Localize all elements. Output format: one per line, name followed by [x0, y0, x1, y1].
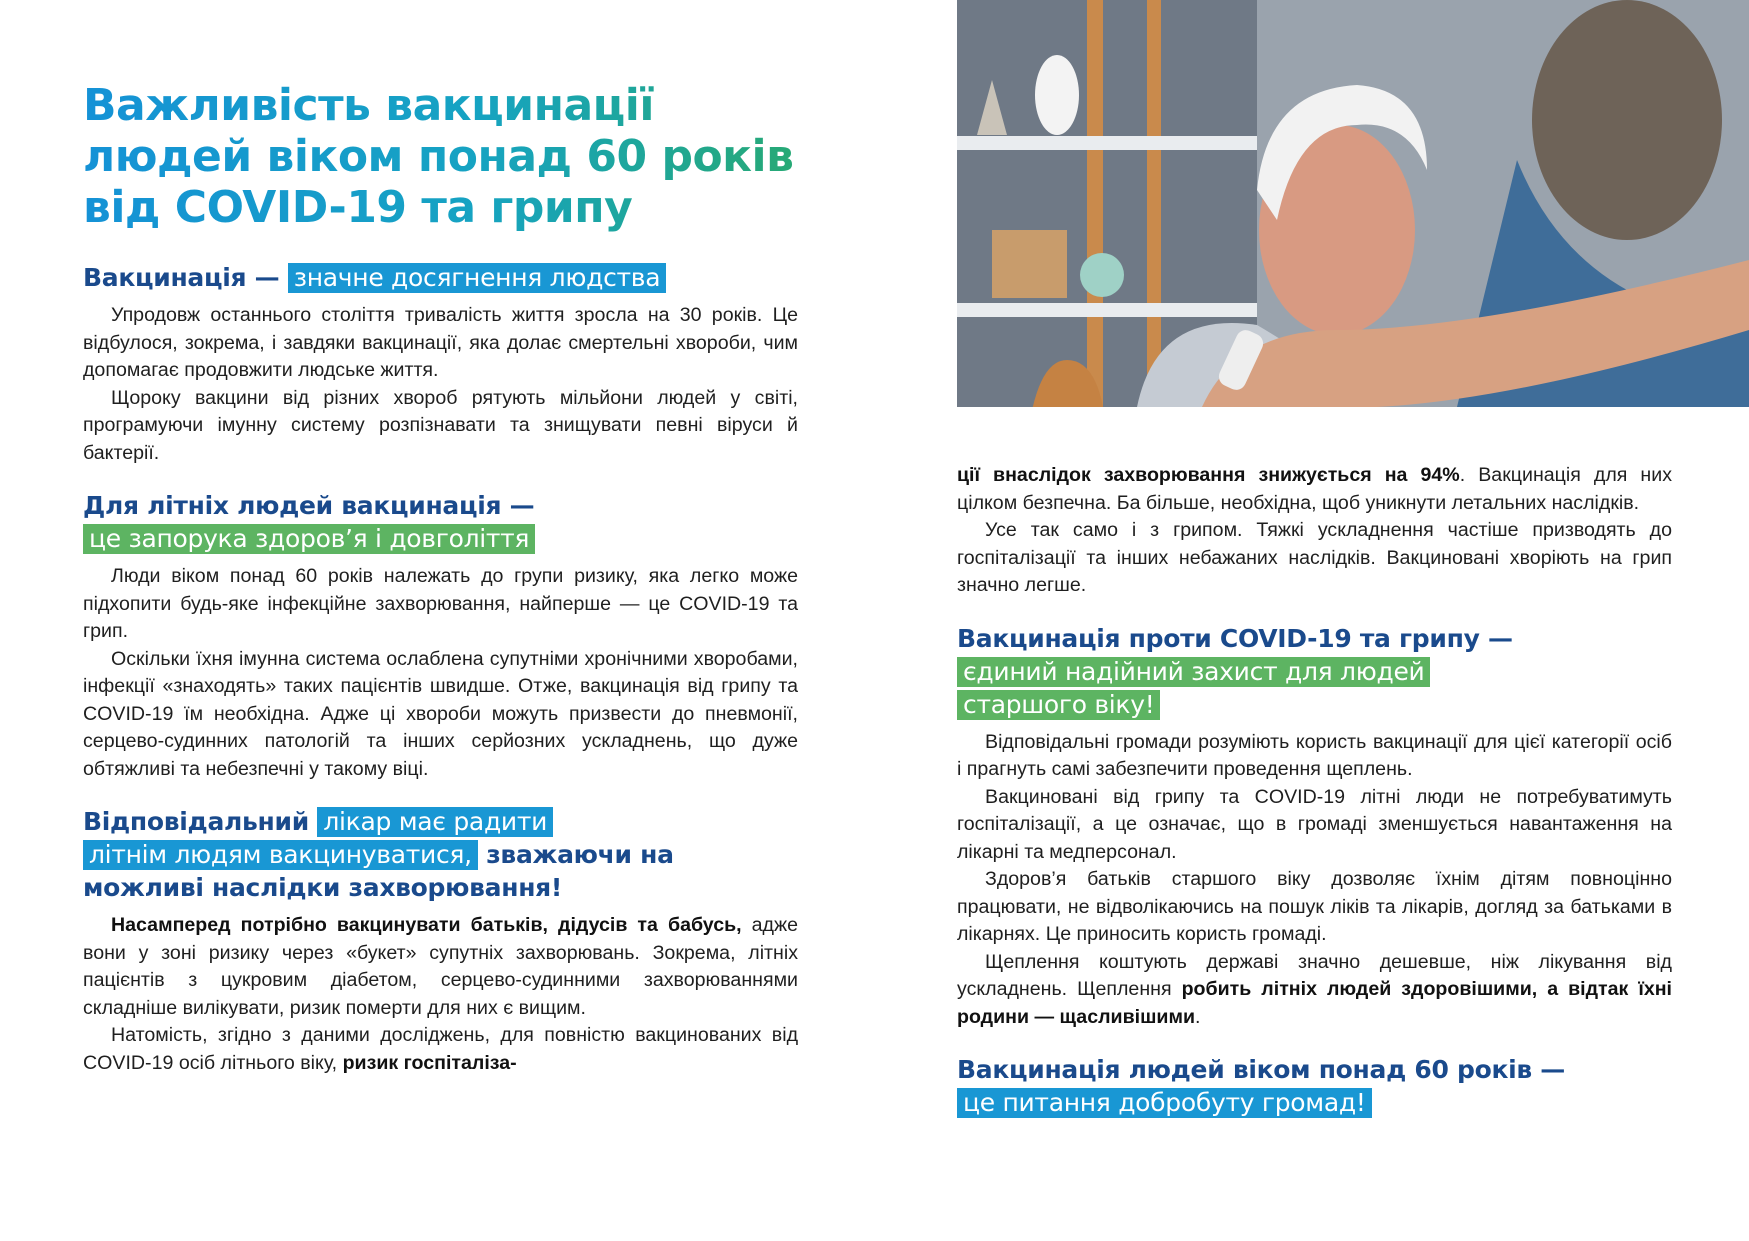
- title-line-3: від COVID-19 та грипу: [83, 182, 633, 233]
- heading-highlight: старшого віку!: [957, 690, 1160, 720]
- heading-highlight: єдиний надійний захист для людей: [957, 657, 1430, 687]
- paragraph: Відповідальні громади розуміють користь вакцинації для цієї категорії осіб і прагнуть самі забезпечити проведення щеплень.: [957, 730, 1672, 780]
- text: . Вакцинація для них цілком безпечна. Ба більше, необхідна, щоб уникнути летальних наслідків.: [957, 464, 1672, 514]
- heading-highlight: це запорука здоров’я і довголіття: [83, 524, 535, 554]
- paragraph: Усе так само і з грипом. Тяжкі ускладнення частіше призводять до госпіталізації та інших небажаних наслідків. Вакциновані хворіють на грип значно легше.: [957, 519, 1672, 596]
- paragraph: Вакциновані від грипу та COVID-19 літні люди не потребуватимуть госпіталізації, а це означає, що в громаді зменшується навантаження на лікарні та медперсонал.: [957, 785, 1672, 863]
- paragraph: [83, 912, 798, 1022]
- text: .: [1195, 1005, 1201, 1028]
- section-heading: [83, 805, 798, 904]
- heading-text: зважаючи на можливі наслідки захворювання!: [83, 840, 674, 902]
- section-continuation: [957, 462, 1672, 600]
- paragraph: Щороку вакцини від різних хвороб рятують мільйони людей у світі, програмуючи імунну систему розпізнавати та знищувати певні віруси й бактерії.: [83, 386, 798, 464]
- section-vaccination-achievement: [83, 261, 798, 467]
- text: Щеплення коштують державі значно дешевше, ніж лікування від ускладнень. Щеплення: [957, 950, 1672, 1000]
- bold-text: ції внаслідок захворювання знижується на 94%: [957, 464, 1460, 486]
- title-line-1: Важливість вакцинації: [83, 80, 654, 131]
- heading-text: Вакцинація —: [83, 263, 288, 292]
- paragraph: Здоров’я батьків старшого віку дозволяє їхнім дітям повноцінно працювати, не відволікаючись на пошук ліків та лікарів, догляд за батьками в лікарнях. Це приносить користь громаді.: [957, 868, 1672, 945]
- bold-text: робить літніх людей здоровішими, а відтак їхні родини — щасливішими: [957, 978, 1672, 1028]
- text: адже вони у зоні ризику через «букет» супутніх захворювань. Зокрема, літніх пацієнтів з цукровим діабетом, серцево-судинними захворюваннями складніше вилікувати, ризик померти для них є вищим.: [83, 914, 798, 1019]
- section-heading: [83, 261, 798, 294]
- paragraph: [83, 1022, 798, 1077]
- page-title: [83, 80, 798, 233]
- hero-photo: [957, 0, 1749, 407]
- section-only-protection: [957, 622, 1672, 1032]
- section-community-welfare: [957, 1053, 1672, 1119]
- heading-highlight: це питання добробуту громад!: [957, 1088, 1372, 1118]
- heading-text: Для літніх людей вакцинація —: [83, 491, 535, 520]
- text: Натомість, згідно з даними досліджень, для повністю вакцинованих від COVID-19 осіб літнього віку,: [83, 1024, 798, 1074]
- heading-highlight: лікар має радити: [317, 807, 553, 837]
- heading-highlight: літнім людям вакцинуватися,: [83, 840, 478, 870]
- section-heading: [957, 622, 1672, 721]
- right-column: [957, 462, 1672, 1127]
- heading-highlight: значне досягнення людства: [288, 263, 666, 293]
- photo-illustration: [957, 0, 1749, 407]
- paragraph: [957, 949, 1672, 1032]
- heading-text: Вакцинація людей віком понад 60 років —: [957, 1055, 1566, 1084]
- section-responsible-doctor: [83, 805, 798, 1077]
- section-elderly-vaccination: [83, 489, 798, 783]
- section-heading: [957, 1053, 1672, 1119]
- section-heading: [83, 489, 798, 555]
- paragraph: [957, 462, 1672, 517]
- heading-text: Відповідальний: [83, 807, 318, 836]
- paragraph: Упродовж останнього століття тривалість життя зросла на 30 років. Це відбулося, зокрема, і завдяки вакцинації, яка долає смертельні хвороби, чим допомагає продовжити людське життя.: [83, 304, 798, 381]
- paragraph: Люди віком понад 60 років належать до групи ризику, яка легко може підхопити будь-яке інфекційне захворювання, найперше — це COVID-19 та грип.: [83, 565, 798, 642]
- title-line-2: людей віком понад 60 років: [83, 131, 794, 182]
- left-column: [83, 80, 798, 1077]
- bold-text: ризик госпіталіза-: [342, 1051, 517, 1074]
- bold-text: Насамперед потрібно вакцинувати батьків, дідусів та бабусь,: [111, 914, 742, 936]
- heading-text: Вакцинація проти COVID-19 та грипу —: [957, 623, 1513, 653]
- paragraph: Оскільки їхня імунна система ослаблена супутніми хронічними хворобами, інфекції «знаходять» таких пацієнтів швидше. Отже, вакцинація від грипу та COVID-19 їм необхідна. Адже ці хвороби можуть призвести до пневмонії, серцево-судинних патологій та інших серйозних ускладнень, що дуже обтяжливі та небезпечні у такому віці.: [83, 647, 798, 780]
